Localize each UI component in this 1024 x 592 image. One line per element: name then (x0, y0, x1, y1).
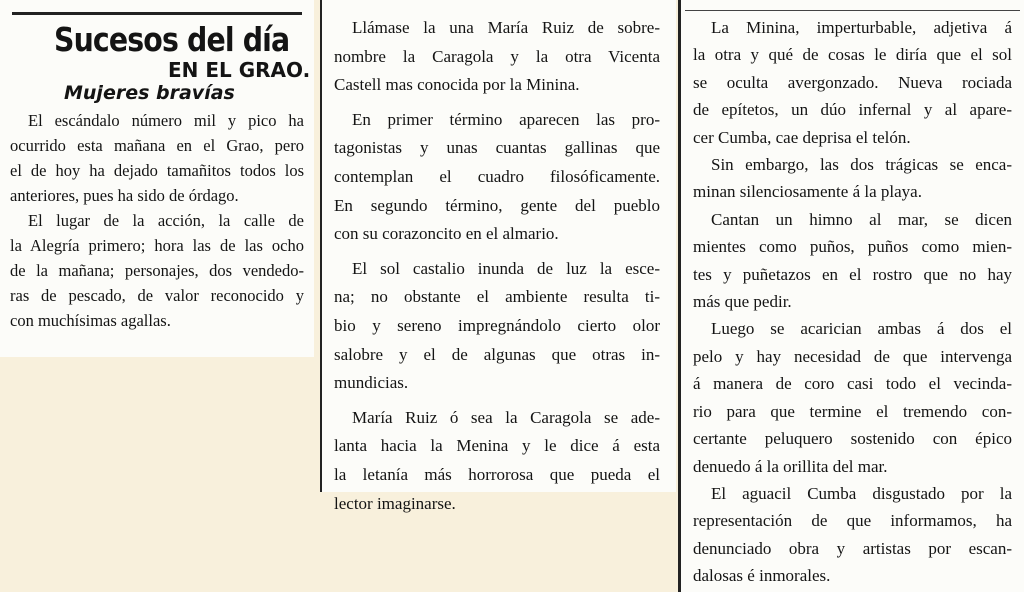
text-line: mundicias. (334, 373, 409, 393)
text-line: El escándalo número mil y pico ha (28, 111, 304, 130)
text-line: rio para que termine el tremendo con- (693, 401, 1012, 421)
text-line: Cantan un himno al mar, se dicen (711, 209, 1012, 229)
text-line: Castell mas conocida por la Minina. (334, 75, 580, 95)
paragraph (334, 404, 660, 518)
text-line: la Alegría primero; hora las de las ocho (10, 236, 304, 255)
text-line: á manera de coro casi todo el vecinda- (693, 374, 1012, 394)
paragraph (693, 151, 1012, 206)
article-subtitle: Mujeres bravías (64, 82, 235, 104)
text-line: En segundo término, gente del pueblo (334, 195, 660, 215)
text-line: tes y puñetazos en el rostro que no hay (693, 264, 1012, 284)
text-line: el de hoy ha dejado tamañitos todos los (10, 161, 304, 180)
text-line: María Ruiz ó sea la Caragola se ade- (352, 407, 660, 427)
paragraph (693, 315, 1012, 479)
text-line: Sin embargo, las dos trágicas se enca- (711, 155, 1012, 175)
text-line: pelo y hay necesidad de que intervenga (693, 346, 1012, 366)
text-line: denuedo á la orillita del mar. (693, 456, 888, 476)
text-line: representación de que informamos, ha (693, 511, 1012, 531)
text-line: con su corazoncito en el almario. (334, 224, 559, 244)
text-line: ras de pescado, de valor reconocido y (10, 286, 304, 305)
article-column-2 (320, 0, 676, 513)
text-line: denunciado obra y artistas por escan- (693, 538, 1012, 558)
text-line: se oculta avergonzado. Nueva rociada (693, 72, 1012, 92)
text-line: La Minina, imperturbable, adjetiva á (711, 18, 1012, 37)
text-line: ocurrido esta mañana en el Grao, pero (10, 136, 304, 155)
text-line: certante peluquero sostenido con épico (693, 429, 1012, 449)
paragraph (10, 108, 304, 208)
text-line: dalosas é inmorales. (693, 566, 831, 586)
article-column-3 (678, 0, 1024, 592)
text-line: El sol castalio inunda de luz la esce- (352, 258, 660, 278)
text-line: El lugar de la acción, la calle de (28, 211, 304, 230)
paragraph (10, 208, 304, 333)
text-line: na; no obstante el ambiente resulta ti- (334, 287, 660, 307)
paragraph (334, 255, 660, 398)
text-line: lanta hacia la Menina y le dice á esta (334, 436, 660, 456)
text-line: con muchísimas agallas. (10, 311, 171, 330)
text-line: de epítetos, un dúo infernal y al apare- (693, 100, 1012, 120)
text-line: contemplan el cuadro filosóficamente. (334, 166, 660, 186)
paragraph (334, 14, 660, 100)
text-line: tagonistas y unas cuantas gallinas que (334, 138, 660, 158)
headline: Sucesos del día (54, 20, 290, 59)
paragraph (693, 14, 1012, 151)
text-line: más que pedir. (693, 292, 792, 312)
text-line: la letanía más horrorosa que pueda el (334, 464, 660, 484)
text-line: El aguacil Cumba disgustado por la (711, 483, 1012, 503)
text-line: En primer término aparecen las pro- (352, 109, 660, 129)
text-line: bio y sereno impregnándolo cierto olor (334, 315, 660, 335)
text-line: minan silenciosamente á la playa. (693, 182, 922, 202)
header-rule (12, 12, 302, 15)
paragraph (334, 106, 660, 249)
text-line: mientes como puños, puños como mien- (693, 237, 1012, 257)
text-line: salobre y el de algunas que otras in- (334, 344, 660, 364)
paragraph (693, 206, 1012, 316)
text-line: la otra y qué de cosas le diría que el sol (693, 45, 1012, 65)
text-line: Luego se acarician ambas á dos el (711, 319, 1012, 339)
text-line: Llámase la una María Ruiz de sobre- (352, 18, 660, 37)
top-fragment-rule (685, 0, 1020, 11)
text-line: anteriores, pues ha sido de órdago. (10, 186, 239, 205)
text-line: lector imaginarse. (334, 493, 456, 513)
text-line: cer Cumba, cae deprisa el telón. (693, 127, 911, 147)
subhead: EN EL GRAO. (168, 58, 311, 82)
text-line: nombre la Caragola y la otra Vicenta (334, 46, 660, 66)
article-column-1 (0, 0, 314, 357)
paragraph (693, 480, 1012, 590)
text-line: de la mañana; personajes, dos vendedo- (10, 261, 304, 280)
